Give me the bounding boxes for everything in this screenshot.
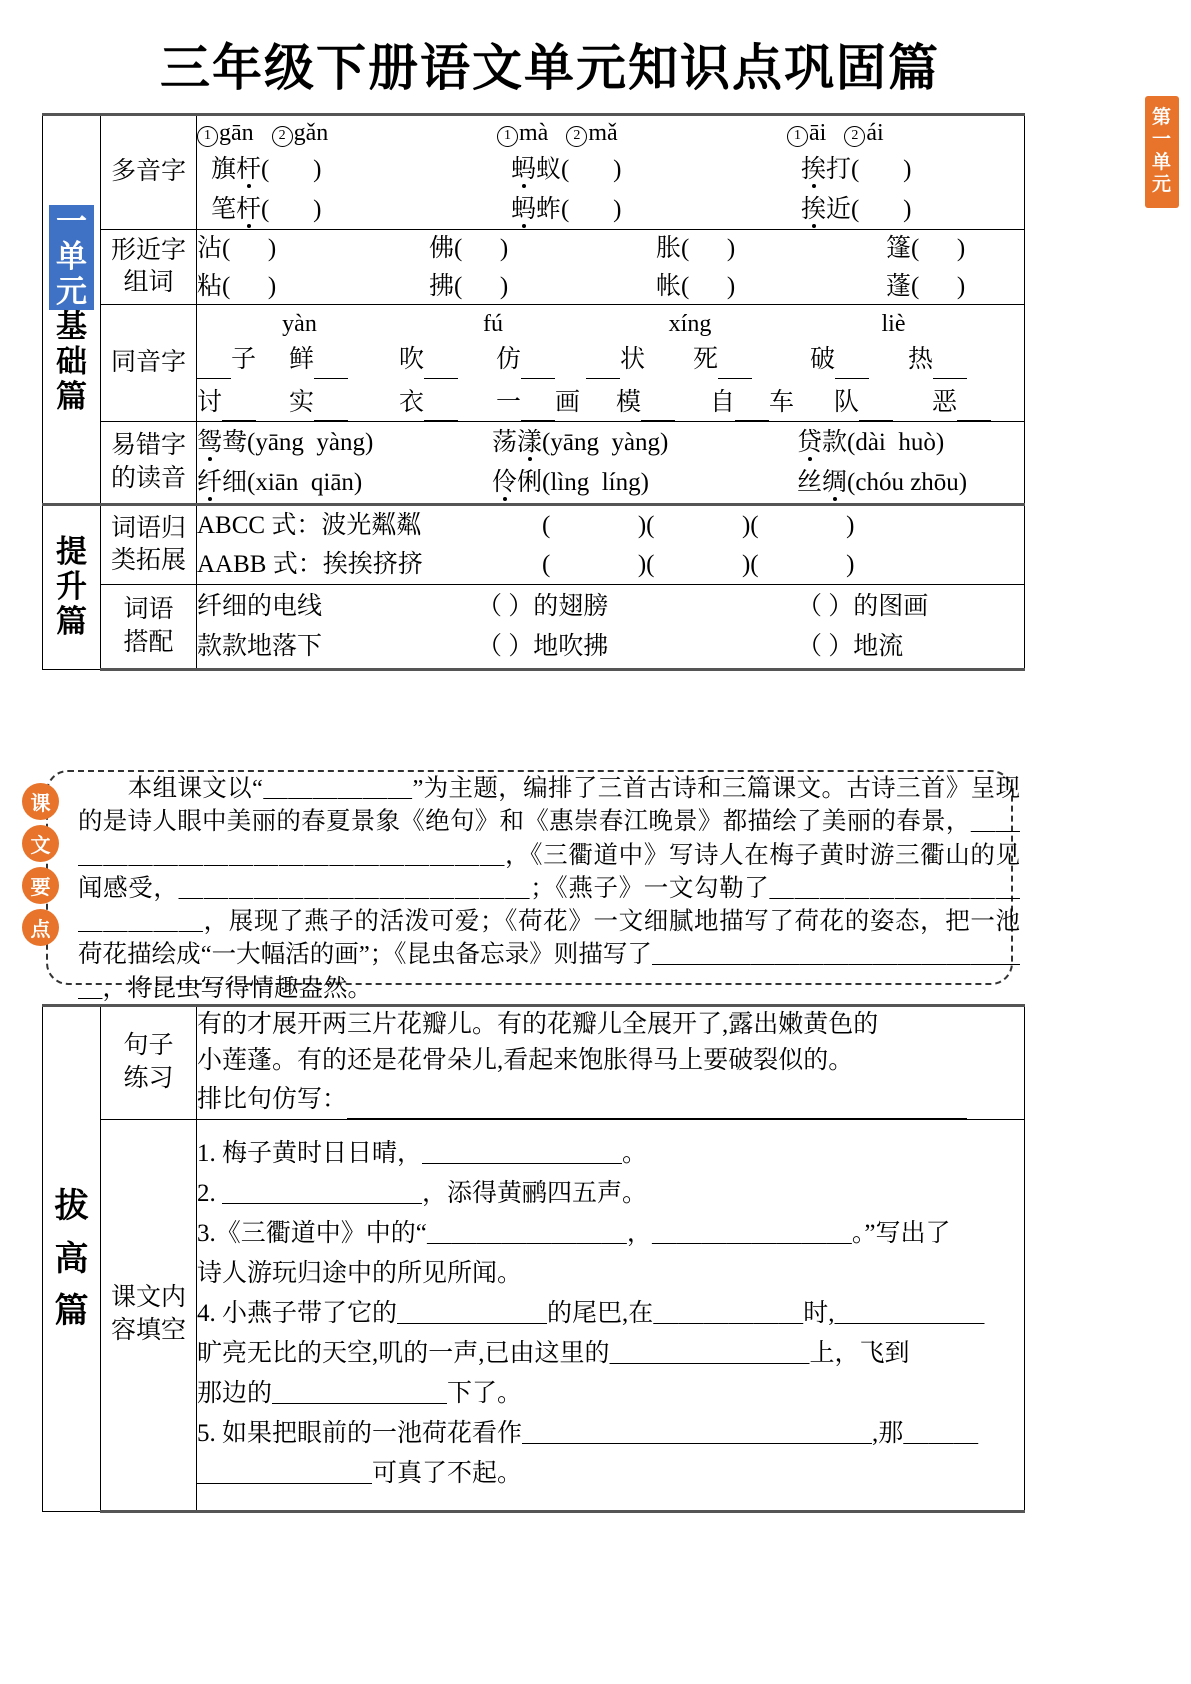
side-char-adv-1: 高 [54, 1238, 89, 1279]
ty-8: 热 [908, 346, 934, 374]
aabb-prefix: AABB 式：挨挨挤挤 [197, 550, 423, 578]
ty2-2: 实 [289, 388, 315, 416]
row-label-tongyinzi: 同音字 [101, 305, 197, 422]
row-label-tiankong-l1: 课文内 [110, 1284, 186, 1312]
row-body-xingjinzi: 沾( ) 佛( ) 胀( ) 篷( ) 粘( ) 拂( ) 帐( ) 蓬( ) [197, 230, 1025, 305]
ty-3: 吹 [399, 346, 425, 374]
circled-num-2: 2 [844, 126, 865, 147]
circled-num-2: 2 [566, 126, 587, 147]
row-label-xingjinzi [101, 230, 197, 305]
pinyin-gan1: gān [219, 120, 254, 146]
advanced-table [42, 1004, 1025, 1513]
side-char-improve-1: 升 [56, 569, 87, 606]
ty-2: 鲜 [289, 346, 315, 374]
side-char-basic-1: 础 [56, 343, 87, 380]
table-row-xingjinzi [43, 230, 1025, 305]
badge-wen: 文 [22, 825, 59, 862]
pinyin-fu: fú [483, 311, 503, 338]
badge-yao: 要 [22, 867, 59, 904]
side-char-unit-1: 单 [49, 240, 94, 275]
ty-1: 子 [231, 346, 257, 374]
side-char-basic-2: 篇 [56, 378, 87, 415]
kewen-yaodian-paragraph: 本组课文以“＿＿＿＿＿＿”为主题，编排了三首古诗和三篇课文。古诗三首》呈现的是诗人眼中美丽的春夏景象《绝句》和《惠崇春江晚景》都描绘了美丽的春景，＿＿＿＿＿＿＿＿＿＿＿＿＿＿＿＿＿＿＿，《三衢道中》写诗人在梅子黄时游三衢山的见闻感受，＿＿＿＿＿＿＿＿＿＿＿＿＿＿；《燕子》一文勾勒了＿＿＿＿＿＿＿＿＿＿＿＿＿＿＿，展现了燕子的活泼可爱；《荷花》一文细腻地描写了荷花的姿态，把一池荷花描绘成“一大幅活的画”；《昆虫备忘录》则描写了＿＿＿＿＿＿＿＿＿＿＿＿＿＿＿＿，将昆虫写得情趣盎然。 [78, 775, 1020, 1002]
badge-ke: 课 [22, 783, 59, 820]
tiankong-item-4b: 旷亮无比的天空,叽的一声,已由这里的＿＿＿＿＿＿＿＿上，飞到 [197, 1339, 910, 1367]
tiankong-item-1: 1. 梅子黄时日日晴，＿＿＿＿＿＿＿＿。 [197, 1139, 648, 1167]
word-mayi: 蚂蚁( ) [511, 156, 622, 184]
ty2-6: 自 [710, 388, 736, 416]
char-zhan: 沾 [197, 235, 223, 263]
unit-tab-char-2: 单 [1151, 150, 1172, 173]
ty2-4: 一 [496, 388, 522, 416]
yc-6: (chóu zhōu) [847, 468, 968, 496]
yc-1: 鸯(yāng yàng) [222, 429, 374, 457]
row-label-ciyuguilei-l1: 词语归 [110, 514, 186, 542]
row-label-ciyuguilei-l2: 类拓展 [110, 547, 186, 575]
juzi-line-2: 小莲蓬。有的还是花骨朵儿,看起来饱胀得马上要破裂似的。 [197, 1047, 854, 1075]
pinyin-lie: liè [881, 311, 906, 338]
char-peng2: 蓬 [886, 272, 912, 300]
row-label-yicuozi-l2: 的读音 [110, 464, 186, 492]
row-label-ciyudapei-l2: 搭配 [123, 628, 174, 656]
dp-1: 纤细的电线 [197, 593, 323, 621]
basics-table [42, 113, 1025, 671]
table-row-tongyinzi [43, 305, 1025, 422]
side-char-adv-0: 拔 [54, 1185, 89, 1226]
table-row-duoyinzi [43, 115, 1025, 230]
dp-6: （ ）地流 [797, 632, 904, 660]
abcc-prefix: ABCC 式：波光粼粼 [197, 512, 422, 540]
row-body-tongyinzi: yàn fú xíng liè 子 鲜 吹 仿 状 死 破 热 讨 实 衣 一 画 模 自 车 队 恶 [197, 305, 1025, 422]
pinyin-ai2: ái [866, 120, 884, 146]
dp-3: （ ）的图画 [797, 593, 929, 621]
ty-7: 破 [810, 346, 836, 374]
unit-tab-char-3: 元 [1151, 173, 1172, 196]
ty2-5: 模 [616, 388, 642, 416]
char-zhang2: 帐 [656, 272, 682, 300]
dp-2: （ ）的翅膀 [477, 593, 609, 621]
tiankong-item-3b: 诗人游玩归途中的所见所闻。 [197, 1259, 523, 1287]
char-peng1: 篷 [886, 235, 912, 263]
side-label-unit-basic [43, 115, 101, 505]
ty2-3: 衣 [399, 388, 425, 416]
juzi-prompt: 排比句仿写： [197, 1085, 348, 1113]
ty2-1: 讨 [197, 388, 223, 416]
unit-tab-char-0: 第 [1151, 106, 1172, 128]
row-label-yicuozi [101, 422, 197, 505]
row-label-xingjinzi-l1: 形近字 [110, 236, 186, 264]
pinyin-gan2: gǎn [293, 120, 329, 146]
badge-dian: 点 [22, 909, 59, 946]
table-row-juzi-lianxi [43, 1006, 1025, 1120]
word-mazha: 蚂蚱( ) [511, 195, 622, 223]
ty-5: 状 [620, 346, 646, 374]
ty-6: 死 [693, 346, 719, 374]
tiankong-item-4: 4. 小燕子带了它的＿＿＿＿＿＿的尾巴,在＿＿＿＿＿＿时,＿＿＿＿＿＿ [197, 1299, 985, 1327]
row-body-yicuozi: 鸳鸯(yāng yàng) 荡漾(yāng yàng) 贷款(dài huò) 纤细(xiān qiān) 伶俐(lìng líng) 丝绸(chóu zhōu) [197, 422, 1025, 505]
word-bigan: 笔杆( ) [211, 195, 322, 223]
unit-tab [1145, 96, 1179, 208]
kewen-yaodian-text [78, 772, 1020, 1005]
pinyin-ma1: mà [519, 120, 549, 146]
yc-3: 款(dài huò) [822, 429, 945, 457]
tiankong-item-2: 2. ＿＿＿＿＿＿＿＿，添得黄鹂四五声。 [197, 1179, 648, 1207]
circled-num-1: 1 [787, 126, 808, 147]
circled-num-1: 1 [197, 126, 218, 147]
circled-num-1: 1 [497, 126, 518, 147]
row-label-tiankong [101, 1119, 197, 1511]
ty2-7: 队 [834, 388, 860, 416]
table-row-ciyudapei [43, 585, 1025, 670]
row-label-ciyuguilei [101, 505, 197, 585]
yc-4: 细(xiān qiān) [222, 468, 363, 496]
side-char-unit-2: 元 [49, 275, 94, 310]
kewen-yaodian-badges [22, 783, 59, 946]
side-label-advanced [43, 1006, 101, 1512]
row-label-xingjinzi-l2: 组词 [123, 269, 174, 297]
yc-5: 俐(lìng líng) [517, 468, 649, 496]
yc-2: (yāng yàng) [542, 429, 669, 457]
unit-tab-char-1: 一 [1151, 128, 1172, 151]
row-body-ciyuguilei: ABCC 式：波光粼粼 ( )( )( ) AABB 式：挨挨挤挤 ( )( )( ) [197, 505, 1025, 585]
page-title: 三年级下册语文单元知识点巩固篇 [160, 39, 940, 97]
table-row-ciyuguilei [43, 505, 1025, 585]
side-char-adv-2: 篇 [54, 1291, 89, 1332]
juzi-prompt-blank[interactable] [347, 1082, 967, 1119]
table-row-yicuozi [43, 422, 1025, 505]
word-aida: 挨打( ) [801, 156, 912, 184]
side-char-basic-0: 基 [56, 308, 87, 345]
side-char-unit-0: 一 [49, 205, 94, 240]
row-label-duoyinzi: 多音字 [101, 115, 197, 230]
char-nian: 粘 [197, 272, 223, 300]
row-label-ciyudapei [101, 585, 197, 670]
row-body-juzi [197, 1006, 1025, 1120]
tiankong-item-5b: ＿＿＿＿＿＿＿可真了不起。 [197, 1459, 523, 1487]
row-label-juzi-l2: 练习 [123, 1064, 174, 1092]
pinyin-xing: xíng [668, 311, 712, 338]
tiankong-item-4c: 那边的＿＿＿＿＿＿＿下了。 [197, 1379, 523, 1407]
char-fo: 佛 [429, 235, 455, 263]
word-aijin: 挨近( ) [801, 195, 912, 223]
row-body-ciyudapei [197, 585, 1025, 670]
dp-4: 款款地落下 [197, 632, 323, 660]
ty-4: 仿 [496, 346, 522, 374]
row-label-yicuozi-l1: 易错字 [110, 432, 186, 460]
side-char-improve-0: 提 [56, 534, 87, 571]
row-label-tiankong-l2: 容填空 [110, 1316, 186, 1344]
ty2-8: 恶 [932, 388, 958, 416]
word-qigan: 旗杆( ) [211, 156, 322, 184]
dp-5: （ ）地吹拂 [477, 632, 609, 660]
pinyin-yan: yàn [282, 311, 317, 338]
row-body-duoyinzi [197, 115, 1025, 230]
char-zhang: 胀 [656, 235, 682, 263]
char-fu: 拂 [429, 272, 455, 300]
table-row-kewen-tiankong [43, 1119, 1025, 1511]
side-label-improve [43, 505, 101, 670]
tiankong-item-5: 5. 如果把眼前的一池荷花看作＿＿＿＿＿＿＿＿＿＿＿＿＿＿,那＿＿＿ [197, 1419, 979, 1447]
row-body-tiankong [197, 1119, 1025, 1511]
row-label-juzi [101, 1006, 197, 1120]
juzi-line-1: 有的才展开两三片花瓣儿。有的花瓣儿全展开了,露出嫩黄色的 [197, 1011, 879, 1038]
side-char-improve-2: 篇 [56, 604, 87, 641]
row-label-juzi-l1: 句子 [123, 1032, 174, 1060]
circled-num-2: 2 [272, 126, 293, 147]
pinyin-ma2: mǎ [588, 120, 618, 146]
tiankong-item-3: 3.《三衢道中》中的“＿＿＿＿＿＿＿＿，＿＿＿＿＿＿＿＿。”写出了 [197, 1219, 951, 1247]
row-label-ciyudapei-l1: 词语 [123, 596, 174, 624]
pinyin-ai1: āi [809, 120, 827, 146]
